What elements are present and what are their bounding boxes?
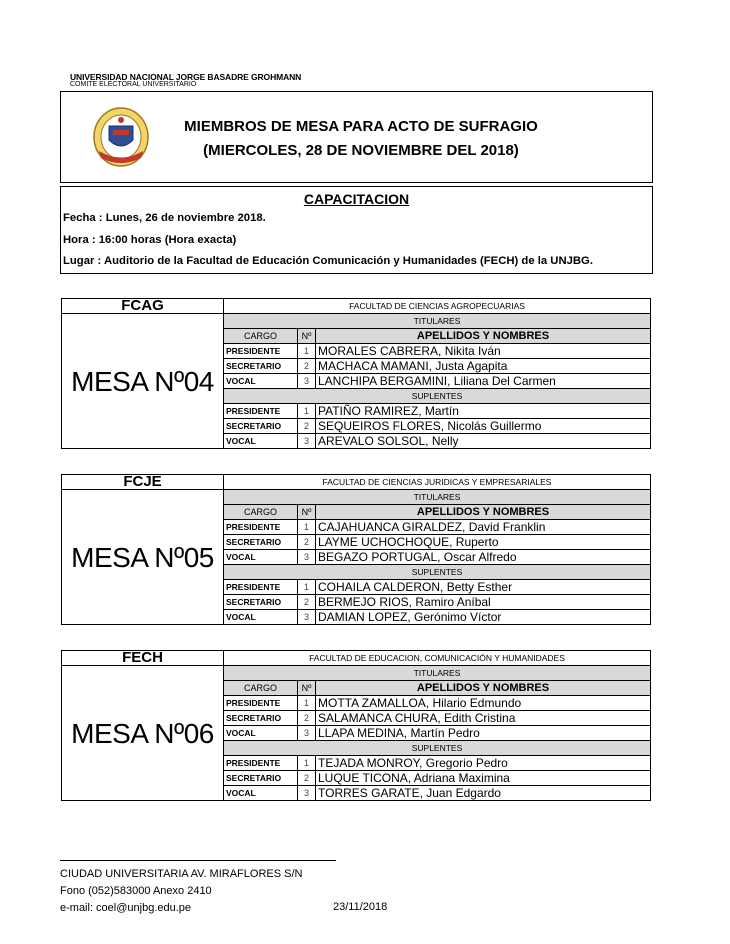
faculty-name: FACULTAD DE EDUCACION, COMUNICACIÓN Y HUMANIDADES bbox=[224, 651, 651, 666]
member-number: 1 bbox=[298, 696, 316, 711]
member-name: TEJADA MONROY, Gregorio Pedro bbox=[316, 756, 651, 771]
member-number: 3 bbox=[298, 434, 316, 449]
faculty-name: FACULTAD DE CIENCIAS JURIDICAS Y EMPRESARIALES bbox=[224, 475, 651, 490]
training-title: CAPACITACION bbox=[303, 191, 410, 207]
cargo-header: CARGO bbox=[224, 681, 298, 696]
member-number: 2 bbox=[298, 595, 316, 610]
member-number: 2 bbox=[298, 359, 316, 374]
title-box bbox=[60, 91, 653, 183]
member-number: 1 bbox=[298, 580, 316, 595]
member-role: VOCAL bbox=[224, 726, 298, 741]
committee-name: COMITE ELECTORAL UNIVERSITARIO bbox=[70, 81, 197, 88]
number-header: Nº bbox=[298, 329, 316, 344]
member-name: DAMIAN LOPEZ, Gerónimo Víctor bbox=[316, 610, 651, 625]
member-name: LANCHIPA BERGAMINI, Liliana Del Carmen bbox=[316, 374, 651, 389]
footer-email: e-mail: coel@unjbg.edu.pe bbox=[60, 902, 192, 914]
mesa-number: MESA Nº04 bbox=[62, 314, 224, 449]
document-title-line-2: (MIERCOLES, 28 DE NOVIEMBRE DEL 2018) bbox=[203, 142, 519, 159]
faculty-code: FECH bbox=[62, 651, 224, 666]
member-role: VOCAL bbox=[224, 374, 298, 389]
member-number: 3 bbox=[298, 610, 316, 625]
number-header: Nº bbox=[298, 681, 316, 696]
member-name: MORALES CABRERA, Nikita Iván bbox=[316, 344, 651, 359]
document-title-line-1: MIEMBROS DE MESA PARA ACTO DE SUFRAGIO bbox=[184, 118, 538, 135]
member-role: PRESIDENTE bbox=[224, 404, 298, 419]
mesa-table bbox=[61, 650, 651, 801]
footer-address: CIUDAD UNIVERSITARIA AV. MIRAFLORES S/N bbox=[60, 868, 303, 880]
training-info-box bbox=[60, 186, 653, 274]
footer-divider bbox=[60, 860, 336, 861]
member-name: SALAMANCA CHURA, Edith Cristina bbox=[316, 711, 651, 726]
mesa-number: MESA Nº05 bbox=[62, 490, 224, 625]
member-role: SECRETARIO bbox=[224, 595, 298, 610]
member-number: 3 bbox=[298, 726, 316, 741]
member-name: SEQUEIROS FLORES, Nicolás Guillermo bbox=[316, 419, 651, 434]
member-number: 2 bbox=[298, 535, 316, 550]
member-number: 3 bbox=[298, 550, 316, 565]
member-name: BEGAZO PORTUGAL, Oscar Alfredo bbox=[316, 550, 651, 565]
member-role: PRESIDENTE bbox=[224, 520, 298, 535]
faculty-code: FCJE bbox=[62, 475, 224, 490]
faculty-code: FCAG bbox=[62, 299, 224, 314]
member-number: 2 bbox=[298, 771, 316, 786]
member-role: SECRETARIO bbox=[224, 419, 298, 434]
member-number: 1 bbox=[298, 404, 316, 419]
footer-date: 23/11/2018 bbox=[333, 901, 388, 913]
member-number: 1 bbox=[298, 520, 316, 535]
member-name: LLAPA MEDINA, Martín Pedro bbox=[316, 726, 651, 741]
names-header: APELLIDOS Y NOMBRES bbox=[316, 505, 651, 520]
mesa-table bbox=[61, 474, 651, 625]
member-role: SECRETARIO bbox=[224, 711, 298, 726]
member-name: TORRES GARATE, Juan Edgardo bbox=[316, 786, 651, 801]
member-role: VOCAL bbox=[224, 550, 298, 565]
member-number: 1 bbox=[298, 344, 316, 359]
titulares-header: TITULARES bbox=[224, 314, 651, 329]
faculty-name: FACULTAD DE CIENCIAS AGROPECUARIAS bbox=[224, 299, 651, 314]
member-name: AREVALO SOLSOL, Nelly bbox=[316, 434, 651, 449]
suplentes-header: SUPLENTES bbox=[224, 389, 651, 404]
member-role: SECRETARIO bbox=[224, 771, 298, 786]
university-seal-icon bbox=[91, 106, 151, 168]
member-role: SECRETARIO bbox=[224, 359, 298, 374]
member-role: PRESIDENTE bbox=[224, 344, 298, 359]
member-name: MACHACA MAMANI, Justa Agapita bbox=[316, 359, 651, 374]
member-number: 2 bbox=[298, 711, 316, 726]
training-location: Lugar : Auditorio de la Facultad de Educación Comunicación y Humanidades (FECH) de la UNJBG. bbox=[63, 255, 593, 267]
names-header: APELLIDOS Y NOMBRES bbox=[316, 681, 651, 696]
names-header: APELLIDOS Y NOMBRES bbox=[316, 329, 651, 344]
titulares-header: TITULARES bbox=[224, 666, 651, 681]
member-role: VOCAL bbox=[224, 610, 298, 625]
mesa-table bbox=[61, 298, 651, 449]
member-role: PRESIDENTE bbox=[224, 696, 298, 711]
member-name: COHAILA CALDERON, Betty Esther bbox=[316, 580, 651, 595]
titulares-header: TITULARES bbox=[224, 490, 651, 505]
member-role: PRESIDENTE bbox=[224, 580, 298, 595]
university-name: UNIVERSIDAD NACIONAL JORGE BASADRE GROHMANN bbox=[70, 72, 302, 82]
member-number: 3 bbox=[298, 786, 316, 801]
training-time: Hora : 16:00 horas (Hora exacta) bbox=[63, 234, 237, 246]
cargo-header: CARGO bbox=[224, 329, 298, 344]
member-role: VOCAL bbox=[224, 434, 298, 449]
suplentes-header: SUPLENTES bbox=[224, 565, 651, 580]
cargo-header: CARGO bbox=[224, 505, 298, 520]
member-role: SECRETARIO bbox=[224, 535, 298, 550]
member-name: BERMEJO RIOS, Ramiro Aníbal bbox=[316, 595, 651, 610]
member-number: 1 bbox=[298, 756, 316, 771]
member-name: LUQUE TICONA, Adriana Maximina bbox=[316, 771, 651, 786]
mesa-number: MESA Nº06 bbox=[62, 666, 224, 801]
member-name: CAJAHUANCA GIRALDEZ, David Franklin bbox=[316, 520, 651, 535]
member-number: 2 bbox=[298, 419, 316, 434]
training-date: Fecha : Lunes, 26 de noviembre 2018. bbox=[63, 212, 266, 224]
number-header: Nº bbox=[298, 505, 316, 520]
member-role: VOCAL bbox=[224, 786, 298, 801]
member-name: MOTTA ZAMALLOA, Hilario Edmundo bbox=[316, 696, 651, 711]
member-name: PATIÑO RAMIREZ, Martín bbox=[316, 404, 651, 419]
member-name: LAYME UCHOCHOQUE, Ruperto bbox=[316, 535, 651, 550]
member-number: 3 bbox=[298, 374, 316, 389]
suplentes-header: SUPLENTES bbox=[224, 741, 651, 756]
member-role: PRESIDENTE bbox=[224, 756, 298, 771]
footer-phone: Fono (052)583000 Anexo 2410 bbox=[60, 885, 212, 897]
